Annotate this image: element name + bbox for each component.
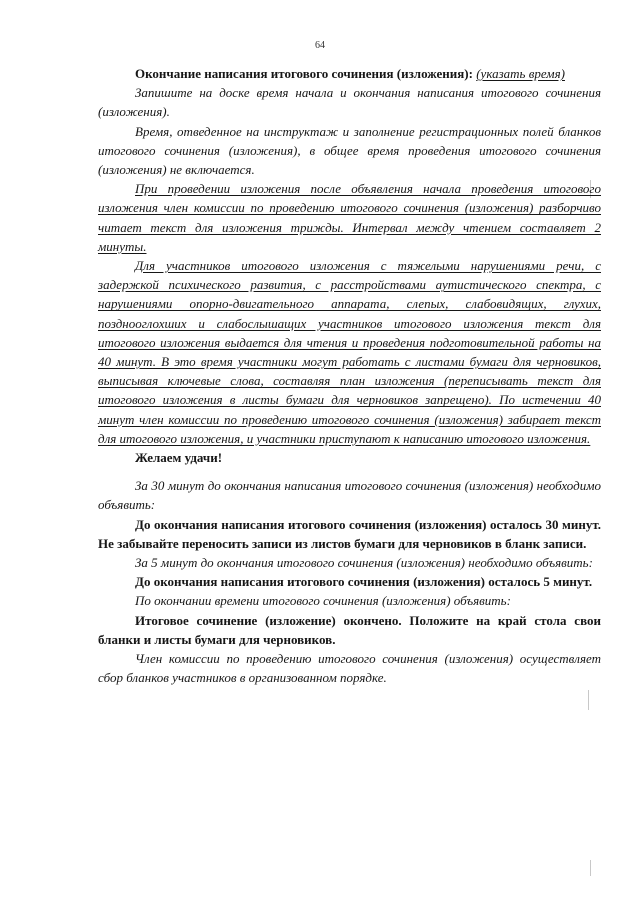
paragraph-board-time: Запишите на доске время начала и окончания написания итогового сочинения (изложения). xyxy=(98,85,601,120)
paragraph-reading-text: При проведении изложения после объявления начала проведения итогового изложения член комиссии по проведению итогового сочинения (изложения) разборчиво читает текст для изложения трижды. Интервал между чтением составляет 2 минуты. xyxy=(98,181,601,254)
document-body xyxy=(98,64,601,688)
note-end: По окончании времени итогового сочинения (изложения) объявить: xyxy=(135,593,511,609)
scan-artifact-line xyxy=(588,690,589,710)
announcement-5-minutes: До окончания написания итогового сочинения (изложения) осталось 5 минут. xyxy=(135,574,593,590)
announcement-end: Итоговое сочинение (изложение) окончено. Положите на край стола свои бланки и листы бумаги для черновиков. xyxy=(98,612,601,647)
page-number: 64 xyxy=(315,40,325,51)
heading-italic-note: (указать время) xyxy=(476,66,565,81)
heading-bold-text: Окончание написания итогового сочинения (изложения): xyxy=(135,66,473,81)
note-30-minutes: За 30 минут до окончания написания итогового сочинения (изложения) необходимо объявить: xyxy=(98,478,601,513)
paragraph-instruction-time: Время, отведенное на инструктаж и заполнение регистрационных полей бланков итогового сочинения (изложения), в общее время проведения итогового сочинения (изложения) не включается. xyxy=(98,123,601,178)
good-luck-text: Желаем удачи! xyxy=(135,450,223,466)
announcement-30-minutes: До окончания написания итогового сочинения (изложения) осталось 30 минут. Не забывайте переносить записи из листов бумаги для черновиков в бланк записи. xyxy=(98,516,601,551)
paragraph-collection: Член комиссии по проведению итогового сочинения (изложения) осуществляет сбор бланков участников в организованном порядке. xyxy=(98,651,601,686)
note-5-minutes: За 5 минут до окончания итогового сочинения (изложения) необходимо объявить: xyxy=(135,555,593,571)
section-heading xyxy=(98,64,601,83)
scan-artifact-line xyxy=(590,860,591,876)
paragraph-special-participants: Для участников итогового изложения с тяжелыми нарушениями речи, с задержкой психического развития, с расстройствами аутистического спектра, с нарушениями опорно-двигательного аппарата, слепых, слабовидящих, глухих, позднооглохших и слабослышащих участников итогового изложения текст для итогового изложения выдается для чтения и проведения подготовительной работы на 40 минут. В это время участники могут работать с листами бумаги для черновиков, выписывая ключевые слова, составляя план изложения (переписывать текст для итогового изложения в листы бумаги для черновиков запрещено). По истечении 40 минут член комиссии по проведению итогового сочинения (изложения) забирает текст для итогового изложения, и участники приступают к написанию итогового изложения. xyxy=(98,258,601,446)
